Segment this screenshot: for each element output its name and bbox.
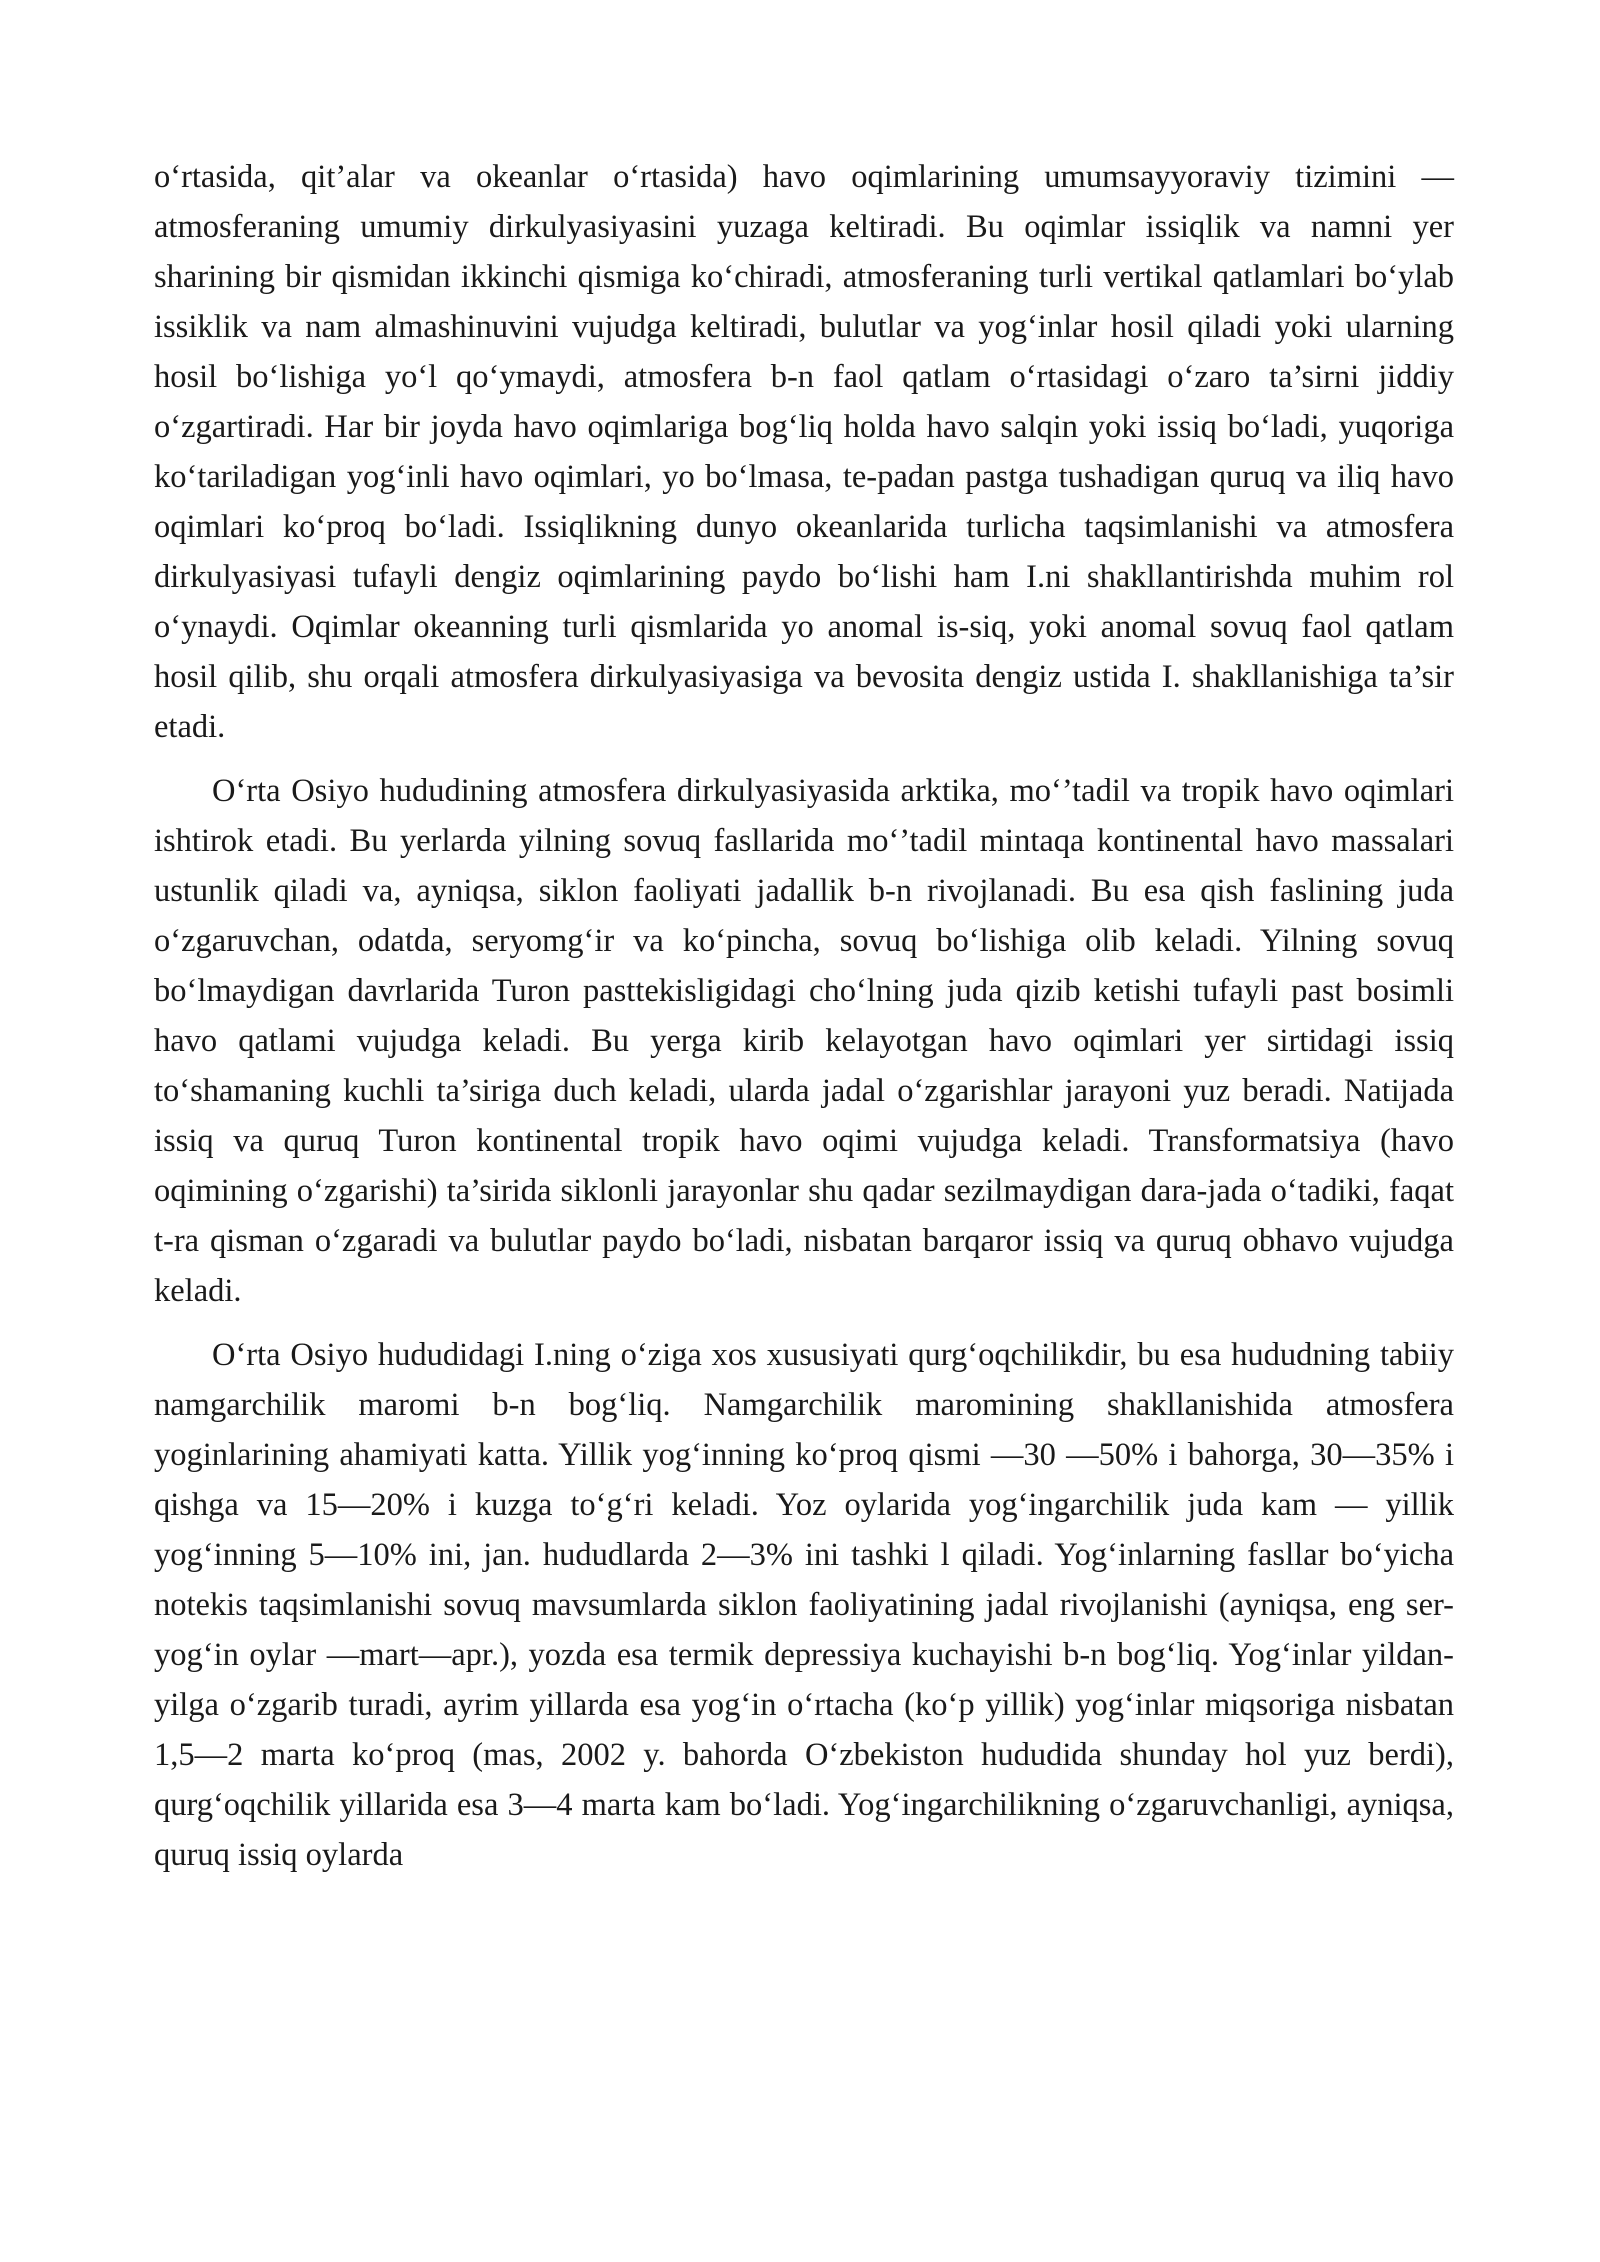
document-page <box>154 152 1454 1880</box>
paragraph-central-asia-air-masses: O‘rta Osiyo hududining atmosfera dirkulyasiyasida arktika, mo‘’tadil va tropik havo oqimlari ishtirok etadi. Bu yerlarda yilning sovuq fasllarida mo‘’tadil mintaqa kontinental havo massalari ustunlik qiladi va, ayniqsa, siklon faoliyati jadallik b-n rivojlanadi. Bu esa qish faslining juda o‘zgaruvchan, odatda, seryomg‘ir va ko‘pincha, sovuq bo‘lishiga olib keladi. Yilning sovuq bo‘lmaydigan davrlarida Turon pasttekisligidagi cho‘lning juda qizib ketishi tufayli past bosimli havo qatlami vujudga keladi. Bu yerga kirib kelayotgan havo oqimlari yer sirtidagi issiq to‘shamaning kuchli ta’siriga duch keladi, ularda jadal o‘zgarishlar jarayoni yuz beradi. Natijada issiq va quruq Turon kontinental tropik havo oqimi vujudga keladi. Transformatsiya (havo oqimining o‘zgarishi) ta’sirida siklonli jarayonlar shu qadar sezilmaydigan dara-jada o‘tadiki, faqat t-ra qisman o‘zgaradi va bulutlar paydo bo‘ladi, nisbatan barqaror issiq va quruq obhavo vujudga keladi. <box>154 773 1454 1309</box>
paragraph-atmospheric-circulation: o‘rtasida, qit’alar va okeanlar o‘rtasida) havo oqimlarining umumsayyoraviy tizimini — atmosferaning umumiy dirkulyasiyasini yuzaga keltiradi. Bu oqimlar issiqlik va namni yer sharining bir qismidan ikkinchi qismiga ko‘chiradi, atmosferaning turli vertikal qatlamlari bo‘ylab issiklik va nam almashinuvini vujudga keltiradi, bulutlar va yog‘inlar hosil qiladi yoki ularning hosil bo‘lishiga yo‘l qo‘ymaydi, atmosfera b-n faol qatlam o‘rtasidagi o‘zaro ta’sirni jiddiy o‘zgartiradi. Har bir joyda havo oqimlariga bog‘liq holda havo salqin yoki issiq bo‘ladi, yuqoriga ko‘tariladigan yog‘inli havo oqimlari, yo bo‘lmasa, te-padan pastga tushadigan quruq va iliq havo oqimlari ko‘proq bo‘ladi. Issiqlikning dunyo okeanlarida turlicha taqsimlanishi va atmosfera dirkulyasiyasi tufayli dengiz oqimlarining paydo bo‘lishi ham I.ni shakllantirishda muhim rol o‘ynaydi. Oqimlar okeanning turli qismlarida yo anomal is-siq, yoki anomal sovuq faol qatlam hosil qilib, shu orqali atmosfera dirkulyasiyasiga va bevosita dengiz ustida I. shakllanishiga ta’sir etadi. <box>154 159 1454 745</box>
paragraph-central-asia-drought: O‘rta Osiyo hududidagi I.ning o‘ziga xos xususiyati qurg‘oqchilikdir, bu esa hududning tabiiy namgarchilik maromi b-n bog‘liq. Namgarchilik maromining shakllanishida atmosfera yoginlarining ahamiyati katta. Yillik yog‘inning ko‘proq qismi —30 —50% i bahorga, 30—35% i qishga va 15—20% i kuzga to‘g‘ri keladi. Yoz oylarida yog‘ingarchilik juda kam — yillik yog‘inning 5—10% ini, jan. hududlarda 2—3% ini tashki l qiladi. Yog‘inlarning fasllar bo‘yicha notekis taqsimlanishi sovuq mavsumlarda siklon faoliyatining jadal rivojlanishi (ayniqsa, eng ser-yog‘in oylar —mart—apr.), yozda esa termik depressiya kuchayishi b-n bog‘liq. Yog‘inlar yildan-yilga o‘zgarib turadi, ayrim yillarda esa yog‘in o‘rtacha (ko‘p yillik) yog‘inlar miqsoriga nisbatan 1,5—2 marta ko‘proq (mas, 2002 y. bahorda O‘zbekiston hududida shunday hol yuz berdi), qurg‘oqchilik yillarida esa 3—4 marta kam bo‘ladi. Yog‘ingarchilikning o‘zgaruvchanligi, ayniqsa, quruq issiq oylarda <box>154 1337 1454 1873</box>
